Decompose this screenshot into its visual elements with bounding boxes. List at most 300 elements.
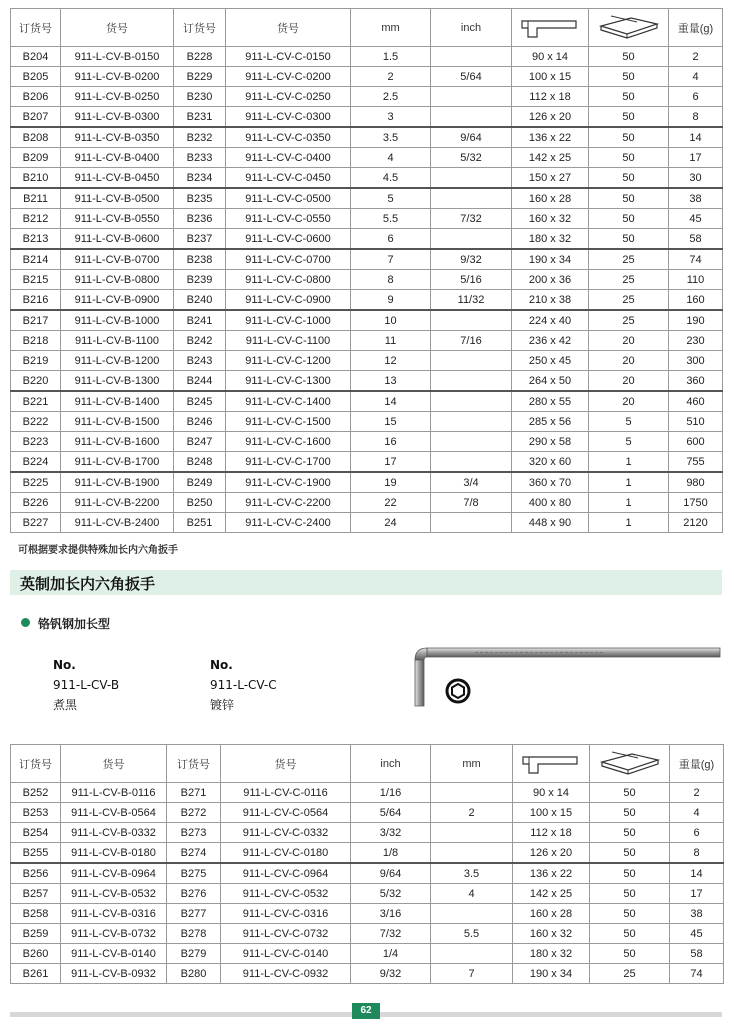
table1-row bbox=[11, 229, 723, 250]
table1-cell: 6 bbox=[669, 87, 723, 107]
table2-cell: B252 bbox=[11, 783, 61, 803]
table2-cell: 911-L-CV-C-0316 bbox=[221, 904, 351, 924]
table1-cell: 142 x 25 bbox=[512, 148, 589, 168]
table1-cell: 5/32 bbox=[431, 148, 512, 168]
table2-cell: 911-L-CV-B-0964 bbox=[61, 863, 167, 884]
table1-cell: B206 bbox=[11, 87, 61, 107]
table1-cell: B248 bbox=[174, 452, 226, 473]
table1-cell: 20 bbox=[589, 331, 669, 351]
table1-cell: B233 bbox=[174, 148, 226, 168]
table1-cell: B211 bbox=[11, 188, 61, 209]
table1-cell: 911-L-CV-B-0550 bbox=[61, 209, 174, 229]
variant-b-finish: 煮黑 bbox=[53, 698, 78, 712]
table1-cell: 911-L-CV-B-1100 bbox=[61, 331, 174, 351]
table1-cell: 980 bbox=[669, 472, 723, 493]
table1-cell: B239 bbox=[174, 270, 226, 290]
table1-row bbox=[11, 452, 723, 473]
table1-cell: 7/8 bbox=[431, 493, 512, 513]
table1-cell bbox=[431, 310, 512, 331]
table1-cell: B227 bbox=[11, 513, 61, 533]
table1-cell: 11/32 bbox=[431, 290, 512, 311]
table1-cell: 911-L-CV-C-1100 bbox=[226, 331, 351, 351]
table1-row bbox=[11, 513, 723, 533]
table2-cell: 911-L-CV-C-0564 bbox=[221, 803, 351, 823]
hex-key-image bbox=[405, 638, 725, 713]
variant-c-no: No. bbox=[210, 658, 233, 672]
table1-row bbox=[11, 249, 723, 270]
table2-cell: 25 bbox=[590, 964, 670, 984]
table1-cell: 4 bbox=[351, 148, 431, 168]
table2-cell: 50 bbox=[590, 924, 670, 944]
table1-cell: 280 x 55 bbox=[512, 391, 589, 412]
table1-cell: 110 bbox=[669, 270, 723, 290]
table1-cell: B250 bbox=[174, 493, 226, 513]
table2-cell: 160 x 28 bbox=[513, 904, 590, 924]
table2-cell: 50 bbox=[590, 803, 670, 823]
table2-cell: 58 bbox=[670, 944, 724, 964]
table1-cell: 4 bbox=[669, 67, 723, 87]
table1-cell bbox=[431, 452, 512, 473]
table1-cell bbox=[431, 513, 512, 533]
table1-header-cell: mm bbox=[351, 9, 431, 47]
table1-cell: 50 bbox=[589, 127, 669, 148]
table2-row bbox=[11, 904, 724, 924]
table1-cell: 190 bbox=[669, 310, 723, 331]
table1-cell: 24 bbox=[351, 513, 431, 533]
table2-cell: 911-L-CV-C-0180 bbox=[221, 843, 351, 864]
table1-row bbox=[11, 391, 723, 412]
table1-cell: 911-L-CV-B-1600 bbox=[61, 432, 174, 452]
table2-cell: 2 bbox=[431, 803, 513, 823]
table2-cell: B277 bbox=[167, 904, 221, 924]
table2-row bbox=[11, 863, 724, 884]
table2-cell: 126 x 20 bbox=[513, 843, 590, 864]
table1-cell: 911-L-CV-C-0450 bbox=[226, 168, 351, 189]
table1-row bbox=[11, 188, 723, 209]
table1-cell: B212 bbox=[11, 209, 61, 229]
package-box-icon bbox=[590, 745, 670, 783]
table1-cell: 911-L-CV-C-2400 bbox=[226, 513, 351, 533]
table1-header-row bbox=[11, 9, 723, 47]
table1-cell: 236 x 42 bbox=[512, 331, 589, 351]
table1-cell: 911-L-CV-B-0900 bbox=[61, 290, 174, 311]
table1-cell: 3.5 bbox=[351, 127, 431, 148]
table1-cell bbox=[431, 229, 512, 250]
table2-cell: 911-L-CV-B-0932 bbox=[61, 964, 167, 984]
table1-cell: 911-L-CV-B-1000 bbox=[61, 310, 174, 331]
table1-cell: 911-L-CV-C-0300 bbox=[226, 107, 351, 128]
table1-cell: 50 bbox=[589, 188, 669, 209]
table1-row bbox=[11, 472, 723, 493]
table1-cell: 9 bbox=[351, 290, 431, 311]
table1-row bbox=[11, 331, 723, 351]
table1-cell: 150 x 27 bbox=[512, 168, 589, 189]
table1-cell: 25 bbox=[589, 290, 669, 311]
table1-cell: 20 bbox=[589, 391, 669, 412]
table1-cell: 17 bbox=[351, 452, 431, 473]
table1-header-cell: 订货号 bbox=[174, 9, 226, 47]
table2-cell: B275 bbox=[167, 863, 221, 884]
table2-row bbox=[11, 964, 724, 984]
table1-cell bbox=[431, 188, 512, 209]
table2-cell: 6 bbox=[670, 823, 724, 843]
table1-cell: 911-L-CV-B-0600 bbox=[61, 229, 174, 250]
table1-cell: 25 bbox=[589, 310, 669, 331]
table1-cell: 911-L-CV-B-1700 bbox=[61, 452, 174, 473]
table2-cell: 50 bbox=[590, 944, 670, 964]
bullet-text: 铬钒钢加长型 bbox=[38, 617, 111, 631]
table2-cell: 911-L-CV-B-0732 bbox=[61, 924, 167, 944]
table1-cell: B210 bbox=[11, 168, 61, 189]
table1-cell: 911-L-CV-B-0350 bbox=[61, 127, 174, 148]
table1-cell: 11 bbox=[351, 331, 431, 351]
table1-cell: 911-L-CV-B-0300 bbox=[61, 107, 174, 128]
table1-cell: 5 bbox=[351, 188, 431, 209]
table1-cell: B207 bbox=[11, 107, 61, 128]
table1-cell: 12 bbox=[351, 351, 431, 371]
table1-cell: 5.5 bbox=[351, 209, 431, 229]
table1-cell: 14 bbox=[351, 391, 431, 412]
table1-cell: 911-L-CV-C-1300 bbox=[226, 371, 351, 392]
table2-header-cell: 订货号 bbox=[11, 745, 61, 783]
table1-cell: 5 bbox=[589, 412, 669, 432]
table1-cell: B222 bbox=[11, 412, 61, 432]
table1-cell: B240 bbox=[174, 290, 226, 311]
table1-cell: 50 bbox=[589, 209, 669, 229]
table1-cell: 911-L-CV-B-2200 bbox=[61, 493, 174, 513]
table1-cell: 7 bbox=[351, 249, 431, 270]
table2-cell: 50 bbox=[590, 863, 670, 884]
table2-cell: 1/4 bbox=[351, 944, 431, 964]
table1-cell: 460 bbox=[669, 391, 723, 412]
table1-cell: 320 x 60 bbox=[512, 452, 589, 473]
table1-cell: 911-L-CV-C-1400 bbox=[226, 391, 351, 412]
table2-cell: B261 bbox=[11, 964, 61, 984]
table1-cell: 126 x 20 bbox=[512, 107, 589, 128]
table1-cell: 50 bbox=[589, 148, 669, 168]
table1-cell: 100 x 15 bbox=[512, 67, 589, 87]
table1-header-cell: 货号 bbox=[61, 9, 174, 47]
table1-cell: 911-L-CV-B-2400 bbox=[61, 513, 174, 533]
table2-cell: B253 bbox=[11, 803, 61, 823]
table1-cell: 20 bbox=[589, 371, 669, 392]
table1-cell bbox=[431, 351, 512, 371]
table1-cell: B247 bbox=[174, 432, 226, 452]
table2-cell: 9/32 bbox=[351, 964, 431, 984]
table2-cell: B258 bbox=[11, 904, 61, 924]
variant-b-no: No. bbox=[53, 658, 76, 672]
table2-cell: 911-L-CV-C-0732 bbox=[221, 924, 351, 944]
table1-cell: 911-L-CV-B-0500 bbox=[61, 188, 174, 209]
table1-cell: 90 x 14 bbox=[512, 47, 589, 67]
table1-cell: 911-L-CV-C-0550 bbox=[226, 209, 351, 229]
table1-cell: B237 bbox=[174, 229, 226, 250]
table1-cell: 160 bbox=[669, 290, 723, 311]
table2-cell: B279 bbox=[167, 944, 221, 964]
table1-cell bbox=[431, 47, 512, 67]
table2-cell: B280 bbox=[167, 964, 221, 984]
page-number: 62 bbox=[352, 1003, 380, 1019]
table1-cell: B236 bbox=[174, 209, 226, 229]
variant-c bbox=[210, 655, 277, 715]
table2-cell: B276 bbox=[167, 884, 221, 904]
table1-cell: 911-L-CV-C-2200 bbox=[226, 493, 351, 513]
table2-cell: 17 bbox=[670, 884, 724, 904]
table1-cell: 264 x 50 bbox=[512, 371, 589, 392]
table2-cell: 14 bbox=[670, 863, 724, 884]
table2-cell: 50 bbox=[590, 783, 670, 803]
table1-cell: 190 x 34 bbox=[512, 249, 589, 270]
table2-cell: 5/32 bbox=[351, 884, 431, 904]
table1-cell: 50 bbox=[589, 107, 669, 128]
table1-row bbox=[11, 412, 723, 432]
table1-cell: 5/16 bbox=[431, 270, 512, 290]
table1-cell: 200 x 36 bbox=[512, 270, 589, 290]
table1-cell bbox=[431, 107, 512, 128]
table1-cell: 160 x 32 bbox=[512, 209, 589, 229]
table2-row bbox=[11, 843, 724, 864]
table2-cell: 7/32 bbox=[351, 924, 431, 944]
table1-cell: 136 x 22 bbox=[512, 127, 589, 148]
table1-cell: 230 bbox=[669, 331, 723, 351]
spec-table-inch bbox=[10, 744, 724, 984]
table1-cell: 911-L-CV-B-0150 bbox=[61, 47, 174, 67]
table2-cell: 3/16 bbox=[351, 904, 431, 924]
table2-cell: 142 x 25 bbox=[513, 884, 590, 904]
table1-cell: 160 x 28 bbox=[512, 188, 589, 209]
table1-cell: 45 bbox=[669, 209, 723, 229]
table1-cell: 911-L-CV-B-1200 bbox=[61, 351, 174, 371]
hex-key-size-icon bbox=[513, 745, 590, 783]
table2-cell: 911-L-CV-B-0564 bbox=[61, 803, 167, 823]
table2-cell: 4 bbox=[670, 803, 724, 823]
table1-cell: B228 bbox=[174, 47, 226, 67]
table1-cell: 911-L-CV-C-1000 bbox=[226, 310, 351, 331]
table1-row bbox=[11, 371, 723, 392]
table1-cell: B246 bbox=[174, 412, 226, 432]
table1-row bbox=[11, 290, 723, 311]
table2-cell: B272 bbox=[167, 803, 221, 823]
table1-row bbox=[11, 209, 723, 229]
table1-cell: 360 bbox=[669, 371, 723, 392]
table1-cell: B223 bbox=[11, 432, 61, 452]
table1-cell: 911-L-CV-C-0700 bbox=[226, 249, 351, 270]
table1-cell: B204 bbox=[11, 47, 61, 67]
table1-cell bbox=[431, 412, 512, 432]
table1-cell: 911-L-CV-C-1500 bbox=[226, 412, 351, 432]
table1-cell: 1750 bbox=[669, 493, 723, 513]
table1-cell: 911-L-CV-B-0250 bbox=[61, 87, 174, 107]
variant-c-finish: 镀锌 bbox=[210, 698, 235, 712]
table1-cell: 911-L-CV-C-1700 bbox=[226, 452, 351, 473]
bullet-dot bbox=[21, 618, 30, 627]
table1-cell: 50 bbox=[589, 168, 669, 189]
table2-cell: B278 bbox=[167, 924, 221, 944]
table2-cell: B271 bbox=[167, 783, 221, 803]
table1-row bbox=[11, 107, 723, 128]
table2-cell: 2 bbox=[670, 783, 724, 803]
table2-cell: 136 x 22 bbox=[513, 863, 590, 884]
table1-cell: 19 bbox=[351, 472, 431, 493]
table1-cell: 17 bbox=[669, 148, 723, 168]
table1-cell: 38 bbox=[669, 188, 723, 209]
table1-cell: 911-L-CV-C-0150 bbox=[226, 47, 351, 67]
table1-cell: 911-L-CV-C-0200 bbox=[226, 67, 351, 87]
table1-cell: 911-L-CV-B-0800 bbox=[61, 270, 174, 290]
table2-cell: 7 bbox=[431, 964, 513, 984]
table2-cell: 1/16 bbox=[351, 783, 431, 803]
custom-note: 可根据要求提供特殊加长内六角扳手 bbox=[18, 545, 178, 556]
table2-cell: 38 bbox=[670, 904, 724, 924]
table2-cell: B274 bbox=[167, 843, 221, 864]
table2-header-cell: 订货号 bbox=[167, 745, 221, 783]
table1-cell: 3/4 bbox=[431, 472, 512, 493]
table1-cell: 911-L-CV-C-0800 bbox=[226, 270, 351, 290]
table1-cell: 400 x 80 bbox=[512, 493, 589, 513]
table1-cell: 911-L-CV-C-1600 bbox=[226, 432, 351, 452]
table1-cell: 22 bbox=[351, 493, 431, 513]
table1-cell: 911-L-CV-B-1300 bbox=[61, 371, 174, 392]
table2-cell: B256 bbox=[11, 863, 61, 884]
table1-cell: 15 bbox=[351, 412, 431, 432]
table1-cell: B241 bbox=[174, 310, 226, 331]
table2-cell: 911-L-CV-C-0332 bbox=[221, 823, 351, 843]
table1-cell: 16 bbox=[351, 432, 431, 452]
table1-cell: 911-L-CV-C-0900 bbox=[226, 290, 351, 311]
table2-cell: 911-L-CV-C-0964 bbox=[221, 863, 351, 884]
table1-cell: B238 bbox=[174, 249, 226, 270]
table1-cell: B225 bbox=[11, 472, 61, 493]
table2-cell: 911-L-CV-B-0180 bbox=[61, 843, 167, 864]
table1-cell bbox=[431, 391, 512, 412]
table2-cell bbox=[431, 823, 513, 843]
table2-cell: 74 bbox=[670, 964, 724, 984]
table1-cell: 911-L-CV-C-1200 bbox=[226, 351, 351, 371]
table1-cell: 210 x 38 bbox=[512, 290, 589, 311]
table1-cell: B226 bbox=[11, 493, 61, 513]
table1-cell: 13 bbox=[351, 371, 431, 392]
table1-cell: 1 bbox=[589, 472, 669, 493]
table1-row bbox=[11, 168, 723, 189]
table1-cell: 5/64 bbox=[431, 67, 512, 87]
table1-cell: 112 x 18 bbox=[512, 87, 589, 107]
table2-cell bbox=[431, 783, 513, 803]
table1-cell: 50 bbox=[589, 229, 669, 250]
table2-cell: 50 bbox=[590, 884, 670, 904]
spec-table-metric bbox=[10, 8, 723, 533]
table1-cell: 9/64 bbox=[431, 127, 512, 148]
table1-cell: 6 bbox=[351, 229, 431, 250]
table2-row bbox=[11, 823, 724, 843]
table1-cell: B221 bbox=[11, 391, 61, 412]
table2-cell: 8 bbox=[670, 843, 724, 864]
table2-header-cell: mm bbox=[431, 745, 513, 783]
table2-cell: 9/64 bbox=[351, 863, 431, 884]
table2-cell: 911-L-CV-B-0332 bbox=[61, 823, 167, 843]
table1-cell: 10 bbox=[351, 310, 431, 331]
table2-cell: 3/32 bbox=[351, 823, 431, 843]
table1-row bbox=[11, 87, 723, 107]
table1-cell: B232 bbox=[174, 127, 226, 148]
table1-row bbox=[11, 127, 723, 148]
table1-cell: B234 bbox=[174, 168, 226, 189]
table2-cell: B254 bbox=[11, 823, 61, 843]
hex-key-size-icon bbox=[512, 9, 589, 47]
table1-cell: B215 bbox=[11, 270, 61, 290]
table1-cell: 911-L-CV-C-0400 bbox=[226, 148, 351, 168]
table2-cell: 3.5 bbox=[431, 863, 513, 884]
table2-cell: 160 x 32 bbox=[513, 924, 590, 944]
table1-cell: B245 bbox=[174, 391, 226, 412]
table2-cell: 911-L-CV-C-0116 bbox=[221, 783, 351, 803]
table2-header-cell: 货号 bbox=[221, 745, 351, 783]
table1-cell: B209 bbox=[11, 148, 61, 168]
table2-cell: 4 bbox=[431, 884, 513, 904]
table1-cell: 911-L-CV-C-0250 bbox=[226, 87, 351, 107]
table1-cell: 600 bbox=[669, 432, 723, 452]
table1-cell: 911-L-CV-C-1900 bbox=[226, 472, 351, 493]
table2-cell: B260 bbox=[11, 944, 61, 964]
table1-cell: 9/32 bbox=[431, 249, 512, 270]
table1-cell: 7/32 bbox=[431, 209, 512, 229]
table1-cell bbox=[431, 87, 512, 107]
variant-b-code: 911-L-CV-B bbox=[53, 678, 120, 692]
table2-row bbox=[11, 924, 724, 944]
table1-cell: 911-L-CV-C-0600 bbox=[226, 229, 351, 250]
table1-cell: 20 bbox=[589, 351, 669, 371]
table1-cell: 14 bbox=[669, 127, 723, 148]
table2-cell: 911-L-CV-B-0532 bbox=[61, 884, 167, 904]
table1-cell: 5 bbox=[589, 432, 669, 452]
table1-cell: 74 bbox=[669, 249, 723, 270]
table1-cell: B229 bbox=[174, 67, 226, 87]
table1-cell: 8 bbox=[351, 270, 431, 290]
table2-cell: 190 x 34 bbox=[513, 964, 590, 984]
table1-cell: B214 bbox=[11, 249, 61, 270]
table1-cell: B218 bbox=[11, 331, 61, 351]
table2-header-cell: 重量(g) bbox=[670, 745, 724, 783]
table1-cell: 50 bbox=[589, 67, 669, 87]
table2-cell: 90 x 14 bbox=[513, 783, 590, 803]
table2-cell: 911-L-CV-C-0532 bbox=[221, 884, 351, 904]
table1-cell: 911-L-CV-C-0500 bbox=[226, 188, 351, 209]
table1-cell: B231 bbox=[174, 107, 226, 128]
table1-cell: B205 bbox=[11, 67, 61, 87]
table1-cell: 2 bbox=[669, 47, 723, 67]
table2-cell: 50 bbox=[590, 843, 670, 864]
table2-header-row bbox=[11, 745, 724, 783]
table1-cell: B251 bbox=[174, 513, 226, 533]
table1-cell: 4.5 bbox=[351, 168, 431, 189]
table2-cell: 911-L-CV-B-0316 bbox=[61, 904, 167, 924]
table2-cell: B255 bbox=[11, 843, 61, 864]
package-box-icon bbox=[589, 9, 669, 47]
table1-cell: 2.5 bbox=[351, 87, 431, 107]
table2-cell: 911-L-CV-B-0140 bbox=[61, 944, 167, 964]
table1-cell: 1 bbox=[589, 513, 669, 533]
table2-cell: 45 bbox=[670, 924, 724, 944]
table1-cell: 1 bbox=[589, 493, 669, 513]
table1-cell: B208 bbox=[11, 127, 61, 148]
table2-cell: 100 x 15 bbox=[513, 803, 590, 823]
table2-header-cell: inch bbox=[351, 745, 431, 783]
table1-cell: 25 bbox=[589, 249, 669, 270]
table2-row bbox=[11, 944, 724, 964]
table1-cell bbox=[431, 432, 512, 452]
table1-cell: 30 bbox=[669, 168, 723, 189]
table1-cell: 58 bbox=[669, 229, 723, 250]
table1-row bbox=[11, 67, 723, 87]
